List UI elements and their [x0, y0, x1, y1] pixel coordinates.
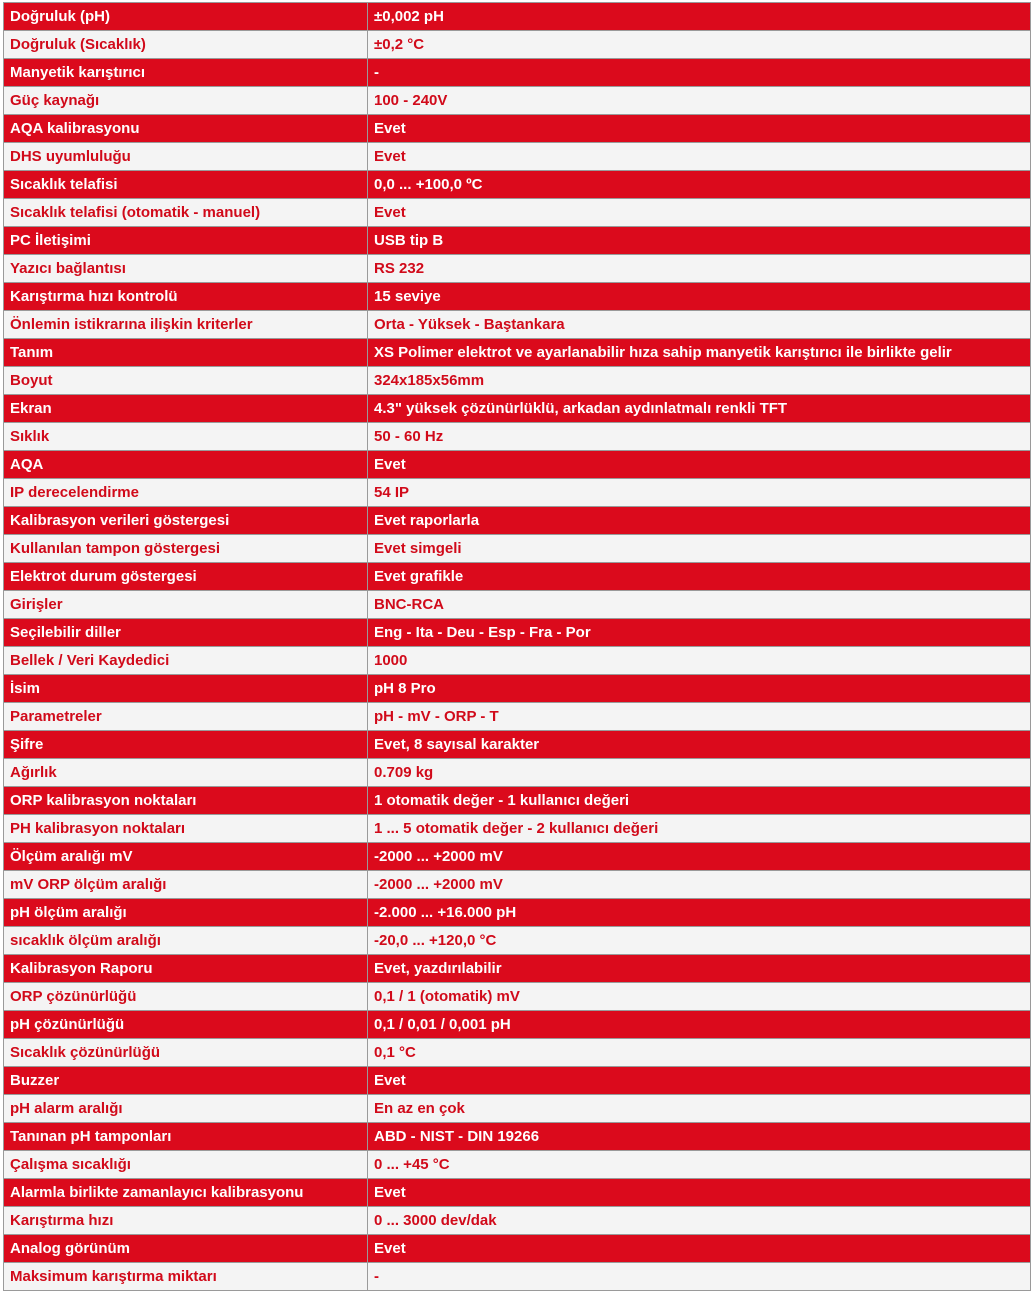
spec-row: [4, 115, 1031, 143]
spec-value: USB tip B: [368, 227, 1031, 255]
spec-row: [4, 815, 1031, 843]
spec-value: 1 otomatik değer - 1 kullanıcı değeri: [368, 787, 1031, 815]
spec-row: [4, 1123, 1031, 1151]
spec-row: [4, 983, 1031, 1011]
spec-row: [4, 1011, 1031, 1039]
spec-value: Orta - Yüksek - Baştankara: [368, 311, 1031, 339]
spec-row: [4, 451, 1031, 479]
spec-label: Sıcaklık telafisi (otomatik - manuel): [4, 199, 368, 227]
spec-label: Sıcaklık telafisi: [4, 171, 368, 199]
spec-label: Şifre: [4, 731, 368, 759]
spec-row: [4, 591, 1031, 619]
spec-value: Evet: [368, 143, 1031, 171]
spec-label: DHS uyumluluğu: [4, 143, 368, 171]
spec-row: [4, 171, 1031, 199]
spec-value: 54 IP: [368, 479, 1031, 507]
spec-row: [4, 1235, 1031, 1263]
spec-label: Bellek / Veri Kaydedici: [4, 647, 368, 675]
spec-row: [4, 199, 1031, 227]
spec-row: [4, 1067, 1031, 1095]
spec-label: Ekran: [4, 395, 368, 423]
spec-row: [4, 1095, 1031, 1123]
spec-label: Manyetik karıştırıcı: [4, 59, 368, 87]
spec-value: XS Polimer elektrot ve ayarlanabilir hıza sahip manyetik karıştırıcı ile birlikte gelir: [368, 339, 1031, 367]
spec-label: AQA kalibrasyonu: [4, 115, 368, 143]
spec-value: ABD - NIST - DIN 19266: [368, 1123, 1031, 1151]
spec-row: [4, 843, 1031, 871]
spec-value: Evet raporlarla: [368, 507, 1031, 535]
spec-value: 100 - 240V: [368, 87, 1031, 115]
spec-value: 0,1 / 0,01 / 0,001 pH: [368, 1011, 1031, 1039]
spec-row: [4, 759, 1031, 787]
spec-label: Tanınan pH tamponları: [4, 1123, 368, 1151]
spec-value: Evet: [368, 451, 1031, 479]
spec-label: PH kalibrasyon noktaları: [4, 815, 368, 843]
spec-row: [4, 675, 1031, 703]
spec-value: Evet grafikle: [368, 563, 1031, 591]
spec-label: PC İletişimi: [4, 227, 368, 255]
spec-value: -20,0 ... +120,0 °C: [368, 927, 1031, 955]
spec-label: Girişler: [4, 591, 368, 619]
spec-row: [4, 1039, 1031, 1067]
spec-label: Boyut: [4, 367, 368, 395]
spec-row: [4, 3, 1031, 31]
spec-label: Doğruluk (pH): [4, 3, 368, 31]
spec-label: Çalışma sıcaklığı: [4, 1151, 368, 1179]
spec-label: pH ölçüm aralığı: [4, 899, 368, 927]
spec-label: AQA: [4, 451, 368, 479]
spec-value: -2000 ... +2000 mV: [368, 871, 1031, 899]
spec-table: [3, 2, 1031, 1291]
spec-value: 15 seviye: [368, 283, 1031, 311]
spec-value: Evet: [368, 1179, 1031, 1207]
spec-value: pH 8 Pro: [368, 675, 1031, 703]
spec-label: Analog görünüm: [4, 1235, 368, 1263]
spec-value: pH - mV - ORP - T: [368, 703, 1031, 731]
spec-label: Maksimum karıştırma miktarı: [4, 1263, 368, 1291]
spec-value: 50 - 60 Hz: [368, 423, 1031, 451]
spec-label: ORP çözünürlüğü: [4, 983, 368, 1011]
spec-row: [4, 255, 1031, 283]
spec-label: Önlemin istikrarına ilişkin kriterler: [4, 311, 368, 339]
spec-label: pH çözünürlüğü: [4, 1011, 368, 1039]
spec-label: Kalibrasyon Raporu: [4, 955, 368, 983]
spec-row: [4, 1151, 1031, 1179]
spec-value: 0,1 °C: [368, 1039, 1031, 1067]
spec-row: [4, 535, 1031, 563]
spec-label: Ağırlık: [4, 759, 368, 787]
spec-row: [4, 31, 1031, 59]
spec-row: [4, 59, 1031, 87]
spec-row: [4, 927, 1031, 955]
spec-label: Ölçüm aralığı mV: [4, 843, 368, 871]
spec-row: [4, 647, 1031, 675]
spec-value: Evet: [368, 1235, 1031, 1263]
spec-label: pH alarm aralığı: [4, 1095, 368, 1123]
spec-value: Evet: [368, 115, 1031, 143]
spec-row: [4, 367, 1031, 395]
spec-row: [4, 227, 1031, 255]
spec-value: Evet: [368, 199, 1031, 227]
spec-value: 0 ... +45 °C: [368, 1151, 1031, 1179]
spec-label: İsim: [4, 675, 368, 703]
spec-value: 0 ... 3000 dev/dak: [368, 1207, 1031, 1235]
spec-label: Karıştırma hızı kontrolü: [4, 283, 368, 311]
spec-row: [4, 619, 1031, 647]
spec-value: -2000 ... +2000 mV: [368, 843, 1031, 871]
spec-label: sıcaklık ölçüm aralığı: [4, 927, 368, 955]
spec-value: Evet: [368, 1067, 1031, 1095]
spec-label: mV ORP ölçüm aralığı: [4, 871, 368, 899]
spec-value: ±0,002 pH: [368, 3, 1031, 31]
spec-value: 0.709 kg: [368, 759, 1031, 787]
spec-row: [4, 703, 1031, 731]
spec-row: [4, 955, 1031, 983]
spec-label: Kullanılan tampon göstergesi: [4, 535, 368, 563]
spec-label: Elektrot durum göstergesi: [4, 563, 368, 591]
spec-value: -: [368, 59, 1031, 87]
spec-value: En az en çok: [368, 1095, 1031, 1123]
spec-value: 1000: [368, 647, 1031, 675]
spec-value: -: [368, 1263, 1031, 1291]
spec-value: RS 232: [368, 255, 1031, 283]
spec-label: IP derecelendirme: [4, 479, 368, 507]
spec-row: [4, 871, 1031, 899]
spec-row: [4, 87, 1031, 115]
spec-row: [4, 507, 1031, 535]
spec-value: 0,0 ... +100,0 ºC: [368, 171, 1031, 199]
spec-label: Seçilebilir diller: [4, 619, 368, 647]
spec-value: 1 ... 5 otomatik değer - 2 kullanıcı değeri: [368, 815, 1031, 843]
spec-label: Karıştırma hızı: [4, 1207, 368, 1235]
spec-label: Alarmla birlikte zamanlayıcı kalibrasyonu: [4, 1179, 368, 1207]
spec-row: [4, 731, 1031, 759]
spec-value: BNC-RCA: [368, 591, 1031, 619]
spec-label: Doğruluk (Sıcaklık): [4, 31, 368, 59]
spec-value: Evet, 8 sayısal karakter: [368, 731, 1031, 759]
spec-value: 4.3" yüksek çözünürlüklü, arkadan aydınlatmalı renkli TFT: [368, 395, 1031, 423]
spec-row: [4, 283, 1031, 311]
spec-row: [4, 479, 1031, 507]
spec-row: [4, 899, 1031, 927]
spec-row: [4, 787, 1031, 815]
spec-label: Tanım: [4, 339, 368, 367]
spec-value: Evet simgeli: [368, 535, 1031, 563]
spec-row: [4, 563, 1031, 591]
spec-row: [4, 1207, 1031, 1235]
spec-row: [4, 143, 1031, 171]
spec-row: [4, 1179, 1031, 1207]
spec-label: Sıklık: [4, 423, 368, 451]
spec-label: ORP kalibrasyon noktaları: [4, 787, 368, 815]
spec-value: Evet, yazdırılabilir: [368, 955, 1031, 983]
spec-label: Kalibrasyon verileri göstergesi: [4, 507, 368, 535]
spec-value: 0,1 / 1 (otomatik) mV: [368, 983, 1031, 1011]
spec-row: [4, 311, 1031, 339]
spec-value: 324x185x56mm: [368, 367, 1031, 395]
spec-table-body: [4, 3, 1031, 1291]
spec-label: Parametreler: [4, 703, 368, 731]
spec-row: [4, 395, 1031, 423]
spec-value: -2.000 ... +16.000 pH: [368, 899, 1031, 927]
spec-value: ±0,2 °C: [368, 31, 1031, 59]
spec-row: [4, 423, 1031, 451]
spec-row: [4, 1263, 1031, 1291]
spec-row: [4, 339, 1031, 367]
spec-label: Buzzer: [4, 1067, 368, 1095]
spec-label: Sıcaklık çözünürlüğü: [4, 1039, 368, 1067]
spec-label: Güç kaynağı: [4, 87, 368, 115]
spec-value: Eng - Ita - Deu - Esp - Fra - Por: [368, 619, 1031, 647]
spec-label: Yazıcı bağlantısı: [4, 255, 368, 283]
